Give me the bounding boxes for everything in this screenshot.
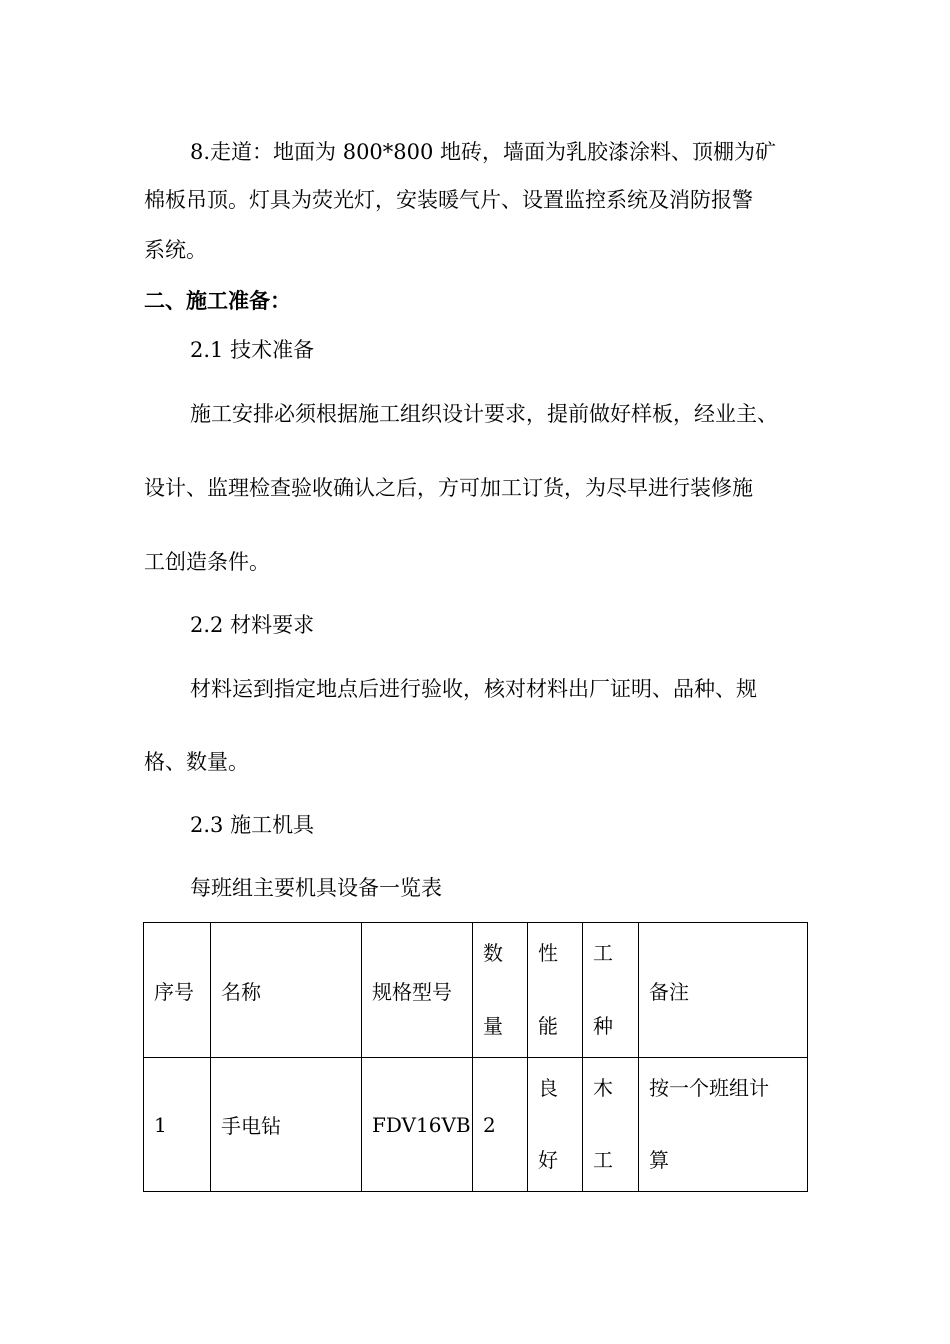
header-performance xyxy=(528,923,583,1058)
header-seq: 序号 xyxy=(144,923,211,1058)
equipment-table xyxy=(143,922,808,1192)
row-1-qty: 2 xyxy=(473,1058,528,1192)
header-model: 规格型号 xyxy=(362,923,473,1058)
header-qty-char-2: 量 xyxy=(483,1014,503,1038)
section-8-line-2: 棉板吊顶。灯具为荧光灯，安装暖气片、设置监控系统及消防报警 xyxy=(144,188,753,212)
row-1-performance xyxy=(528,1058,583,1192)
header-trade-char-2: 种 xyxy=(593,1014,613,1038)
section-2-2-line-1: 材料运到指定地点后进行验收，核对材料出厂证明、品种、规 xyxy=(190,677,757,701)
section-2-1-line-2: 设计、监理检查验收确认之后，方可加工订货，为尽早进行装修施 xyxy=(144,476,753,500)
header-trade xyxy=(583,923,639,1058)
row-1-name: 手电钻 xyxy=(211,1058,362,1192)
header-qty xyxy=(473,923,528,1058)
subheading-2-2: 2.2 材料要求 xyxy=(190,613,315,637)
header-perf-char-2: 能 xyxy=(538,1014,558,1038)
subheading-2-1: 2.1 技术准备 xyxy=(190,338,315,362)
row-1-note xyxy=(639,1058,808,1192)
row-1-note-line-1: 按一个班组计 xyxy=(649,1076,769,1100)
section-2-2-line-2: 格、数量。 xyxy=(144,750,249,774)
table-caption: 每班组主要机具设备一览表 xyxy=(190,876,442,900)
row-1-trade-char-2: 工 xyxy=(593,1148,613,1172)
row-1-trade xyxy=(583,1058,639,1192)
row-1-trade-char-1: 木 xyxy=(593,1076,613,1100)
header-trade-char-1: 工 xyxy=(593,941,613,965)
header-perf-char-1: 性 xyxy=(538,941,558,965)
row-1-model: FDV16VB xyxy=(362,1058,473,1192)
row-1-perf-char-2: 好 xyxy=(538,1148,558,1172)
header-qty-char-1: 数 xyxy=(483,941,503,965)
section-8-line-1: 8.走道：地面为 800*800 地砖，墙面为乳胶漆涂料、顶棚为矿 xyxy=(190,140,777,164)
heading-construction-prep: 二、施工准备： xyxy=(144,289,291,313)
section-2-1-line-1: 施工安排必须根据施工组织设计要求，提前做好样板，经业主、 xyxy=(190,402,778,426)
section-2-1-line-3: 工创造条件。 xyxy=(144,550,270,574)
row-1-seq: 1 xyxy=(144,1058,211,1192)
row-1-perf-char-1: 良 xyxy=(538,1076,558,1100)
row-1-note-line-2: 算 xyxy=(649,1148,669,1172)
subheading-2-3: 2.3 施工机具 xyxy=(190,813,315,837)
table-header-row xyxy=(144,923,808,1058)
header-note: 备注 xyxy=(639,923,808,1058)
section-8-line-3: 系统。 xyxy=(144,238,207,262)
table-row xyxy=(144,1058,808,1192)
header-name: 名称 xyxy=(211,923,362,1058)
